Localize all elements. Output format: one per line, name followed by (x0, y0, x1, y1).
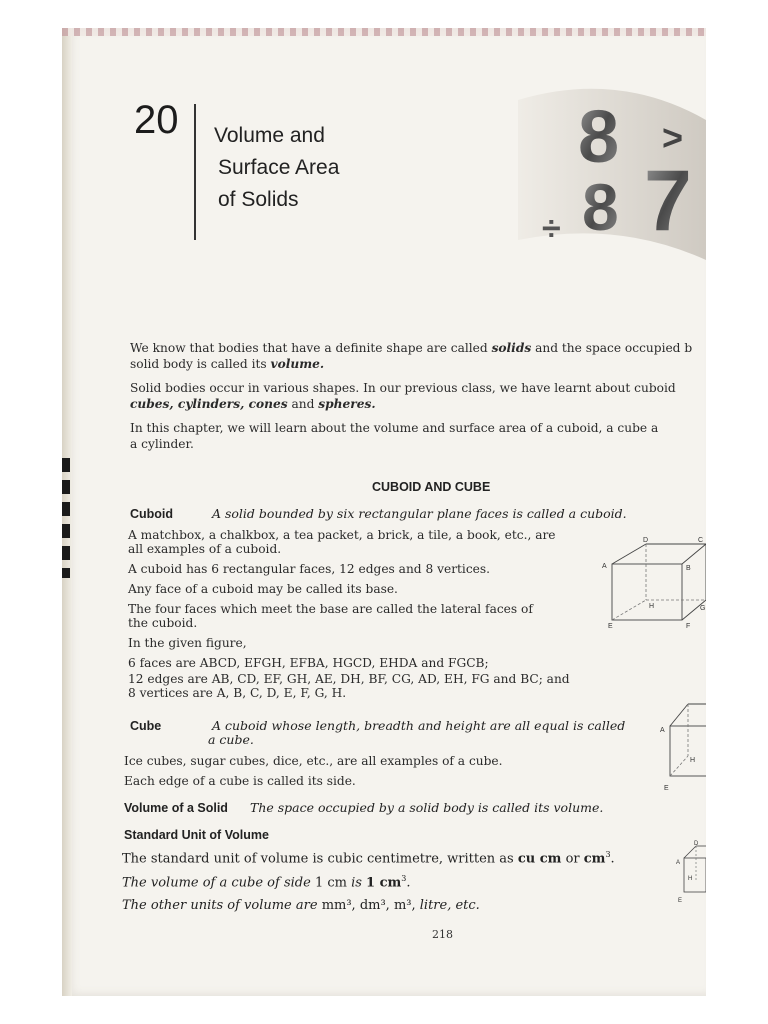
body-line: the cuboid. (128, 616, 198, 630)
margin-marks (62, 458, 70, 578)
bold-term: volume. (270, 357, 325, 371)
deco-glyph: 8 (578, 95, 620, 178)
vertex-label: D (694, 841, 699, 847)
text-run: or (561, 851, 584, 867)
vertex-label: A (676, 860, 681, 866)
text-run: is (346, 875, 367, 891)
cuboid-definition (130, 506, 627, 521)
text-run: and (287, 397, 319, 411)
text-run: solid body is called its (130, 357, 271, 371)
body-line: 12 edges are AB, CD, EF, GH, AE, DH, BF, CG, AD, EH, FG and BC; and (128, 672, 570, 686)
term-label: Volume of a Solid (124, 801, 228, 815)
text-run: In this chapter, we will learn about the volume and surface area of a cuboid, a cube a (130, 421, 659, 435)
standard-unit-line: The standard unit of volume is cubic centimetre, written as cu cm or $cm^3$. (122, 850, 615, 867)
intro-paragraph (130, 420, 706, 452)
term-definition: A solid bounded by six rectangular plane faces is called a cuboid. (211, 506, 627, 521)
body-line: Each edge of a cube is called its side. (124, 774, 356, 788)
standard-unit-line: The volume of a cube of side 1 cm is 1 $cm^3$. (122, 874, 411, 891)
deco-glyph: ÷ (542, 210, 561, 248)
deco-glyph: > (662, 117, 684, 158)
text-run: Solid bodies occur in various shapes. In our previous class, we have learnt about cuboid (130, 381, 676, 395)
vertex-label: E (608, 623, 613, 628)
term-label: Cuboid (130, 507, 174, 521)
intro-paragraph (130, 340, 706, 372)
deco-glyph: 8 (582, 170, 619, 244)
chapter-title-line: Surface Area (218, 156, 340, 179)
cuboid-figure (600, 536, 706, 628)
bold-term: 1 cm (366, 875, 402, 891)
term-definition: The space occupied by a solid body is called its volume. (249, 800, 604, 815)
bold-term: cubes, cylinders, cones (130, 397, 288, 411)
intro-paragraph (130, 380, 706, 412)
intro-text (130, 340, 706, 460)
text-run: and the space occupied b (531, 341, 693, 355)
vertex-label: C (698, 537, 704, 544)
body-line: In the given figure, (128, 636, 247, 650)
vertex-label: B (686, 565, 691, 572)
textbook-page (62, 28, 706, 996)
vertex-label: A (602, 563, 607, 570)
standard-unit-heading: Standard Unit of Volume (124, 828, 269, 842)
body-line: A cuboid has 6 rectangular faces, 12 edges and 8 vertices. (128, 562, 490, 576)
term-definition: A cuboid whose length, breadth and height are all equal is called (211, 718, 626, 733)
top-binding-band (62, 28, 706, 36)
vertex-label: E (664, 785, 669, 792)
body-line: A matchbox, a chalkbox, a tea packet, a brick, a tile, a book, etc., are (128, 528, 556, 542)
bold-term: spheres. (318, 397, 376, 411)
chapter-title (214, 120, 414, 216)
section-heading: CUBOID AND CUBE (372, 480, 491, 494)
cube-definition (130, 718, 625, 733)
body-line: 6 faces are ABCD, EFGH, EFBA, HGCD, EHDA and FGCB; (128, 656, 489, 670)
term-label: Cube (130, 719, 162, 733)
text-run: mm³, dm³, m³, (321, 898, 416, 913)
vertex-label: H (688, 876, 693, 882)
vertex-label: F (686, 623, 691, 628)
cube-figure (658, 696, 706, 796)
text-run: The standard unit of volume is cubic centimetre, written as (122, 851, 518, 867)
text-run: a cylinder. (130, 437, 194, 451)
vertex-label: H (690, 757, 696, 764)
volume-definition (124, 800, 603, 815)
text-run: We know that bodies that have a definite shape are called (130, 341, 492, 355)
bold-term: cm (583, 851, 606, 867)
vertex-label: E (678, 898, 683, 904)
text-run: The volume of a cube of side (122, 875, 315, 891)
chapter-number: 20 (134, 98, 179, 142)
chapter-divider (194, 104, 196, 240)
deco-glyph: 7 (644, 153, 692, 249)
vertex-label: A (660, 727, 665, 734)
body-line: 8 vertices are A, B, C, D, E, F, G, H. (128, 686, 347, 700)
text-run: The other units of volume are (122, 898, 322, 913)
vertex-label: H (649, 603, 655, 610)
bold-term: solids (491, 341, 532, 355)
standard-unit-line (122, 898, 480, 913)
chapter-title-line: Volume and (214, 124, 325, 147)
vertex-label: G (700, 605, 706, 612)
text-run: 1 cm (314, 875, 347, 891)
decorative-numbers-art (478, 80, 706, 280)
body-line: Ice cubes, sugar cubes, dice, etc., are all examples of a cube. (124, 754, 503, 768)
body-line: Any face of a cuboid may be called its base. (128, 582, 398, 596)
chapter-title-line: of Solids (218, 188, 299, 211)
page-number: 218 (432, 928, 453, 941)
vertex-label: D (643, 537, 649, 544)
small-cuboid-figure (676, 840, 706, 906)
body-line: all examples of a cuboid. (128, 542, 282, 556)
bold-term: cu cm (517, 851, 562, 867)
term-definition: a cube. (208, 732, 254, 747)
text-run: litre, etc. (415, 898, 480, 913)
body-line: The four faces which meet the base are called the lateral faces of (128, 602, 533, 616)
cube-definition-cont (208, 732, 254, 747)
